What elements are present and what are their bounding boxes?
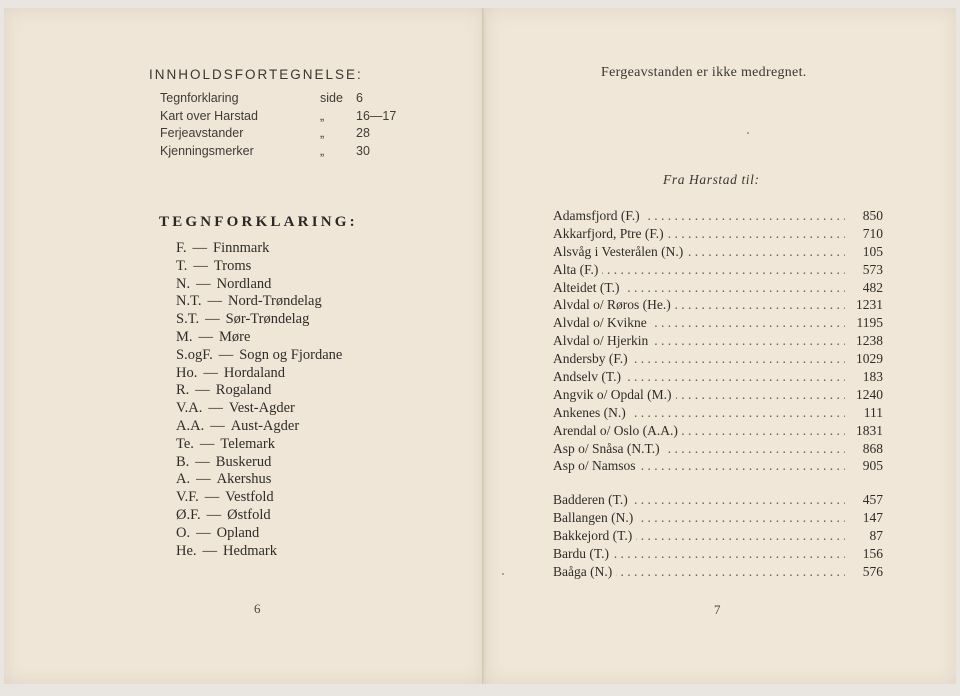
legend-item [176,525,342,543]
distance-km: 482 [862,279,883,295]
legend-item [176,347,342,365]
toc-page: 28 [356,126,370,140]
distance-row [553,208,883,226]
legend-item [176,329,342,347]
toc-item [160,91,400,109]
distance-row [553,333,883,351]
destination-name: Alvdal o/ Røros (He.) [553,297,675,313]
legend-abbr: O. [176,524,191,541]
legend-abbr: M. [176,328,193,345]
distance-row [553,423,883,441]
legend-item [176,240,342,258]
toc-prefix: „ [320,126,325,140]
legend-county: Hedmark [223,542,277,559]
legend-county: Telemark [220,435,275,452]
distance-km: 1238 [856,333,883,349]
legend-county: Opland [216,524,260,541]
distance-km: 573 [862,261,883,277]
distance-row [553,297,883,315]
legend-dash: — [195,382,210,399]
legend-abbr: S.ogF. [176,346,213,363]
legend-item [176,418,342,436]
legend-dash: — [196,524,211,541]
legend-abbr: V.F. [176,489,199,506]
toc-page: 30 [356,143,370,158]
legend-county: Finnmark [213,240,270,256]
legend-item [176,382,342,400]
distance-km: 1231 [856,297,883,313]
legend-dash: — [203,364,218,381]
legend-item [176,276,342,294]
legend-county: Sogn og Fjordane [239,346,343,363]
legend-abbr: T. [176,257,188,274]
distance-km: 105 [862,243,883,259]
left-page [4,8,485,684]
distance-km: 1029 [856,351,883,367]
distance-km: 710 [862,225,883,241]
page-number-left: 6 [254,601,261,616]
legend-dash: — [193,257,208,274]
distance-km: 1195 [856,315,883,331]
legend-dash: — [199,435,215,452]
legend-county: Buskerud [215,453,272,470]
distance-row [553,315,883,333]
destination-name: Baåga (N.) [553,564,616,580]
legend-item [176,436,342,454]
destination-name: Ballangen (N.) [553,510,637,526]
destination-name: Alvdal o/ Hjerkin [553,333,652,349]
toc-label: Tegnforklaring [160,91,239,105]
distance-row [553,405,883,423]
distance-km: 147 [862,509,883,525]
legend-list [176,240,342,560]
destination-name: Adamsfjord (F.) [553,208,644,224]
legend-dash: — [208,400,223,417]
distance-row [553,458,883,476]
legend-abbr: R. [176,382,190,399]
toc-page: 16—17 [356,108,397,123]
ferry-note: Fergeavstanden er ikke medregnet. [601,65,807,80]
distance-km: 87 [869,527,883,543]
destination-name: Alvdal o/ Kvikne [553,315,651,331]
legend-county: Vestfold [225,489,274,506]
toc-prefix: side [320,91,343,105]
legend-county: Østfold [227,506,271,523]
destination-name: Andersby (F.) [553,351,632,367]
legend-county: Nord-Trøndelag [228,293,322,310]
distance-km: 868 [862,440,883,456]
toc-label: Kart over Harstad [160,108,258,123]
distance-km: 457 [862,492,883,507]
paper-speck [502,573,504,575]
legend-abbr: V.A. [176,400,203,417]
destination-name: Bakkejord (T.) [553,528,636,544]
from-harstad-heading: Fra Harstad til: [663,172,760,187]
toc-page: 6 [356,91,363,105]
distance-row [553,564,883,582]
page-number-right: 7 [714,602,721,617]
toc-item [160,126,400,144]
destination-name: Ankenes (N.) [553,405,630,421]
toc-heading: INNHOLDSFORTEGNELSE: [149,67,363,82]
toc-label: Ferjeavstander [160,126,244,140]
toc-item [160,144,400,162]
legend-abbr: S.T. [176,311,200,328]
destination-name: Alteidet (T.) [553,280,623,296]
legend-item [176,507,342,525]
distance-km: 1240 [856,386,883,402]
legend-county: Rogaland [215,382,272,399]
distance-list-a [553,208,883,476]
destination-name: Andselv (T.) [553,369,625,385]
distance-km: 183 [862,369,883,385]
destination-name: Akkarfjord, Ptre (F.) [553,226,668,242]
legend-county: Nordland [216,275,272,292]
legend-dash: — [218,346,234,363]
toc-prefix: „ [320,108,325,123]
toc-prefix: „ [320,143,325,158]
destination-name: Asp o/ Snåsa (N.T.) [553,441,664,457]
toc-list [160,91,400,161]
distance-row [553,546,883,564]
destination-name: Arendal o/ Oslo (A.A.) [553,423,682,439]
legend-item [176,293,342,311]
distance-km: 1831 [856,422,883,438]
legend-item [176,400,342,418]
legend-item [176,311,342,329]
legend-county: Møre [219,328,251,345]
legend-heading: TEGNFORKLARING: [159,214,358,230]
legend-dash: — [192,240,208,256]
paper-speck [747,132,749,134]
legend-dash: — [205,311,220,328]
distance-row [553,492,883,510]
legend-item [176,454,342,472]
legend-abbr: Ø.F. [176,506,201,523]
distance-row [553,262,883,280]
legend-county: Vest-Agder [228,400,295,417]
legend-item [176,365,342,383]
legend-item [176,489,342,507]
legend-abbr: N.T. [176,293,202,310]
legend-abbr: A. [176,471,191,488]
legend-dash: — [206,506,222,523]
legend-county: Troms [213,257,252,274]
legend-county: Hordaland [223,364,286,381]
distance-row [553,369,883,387]
legend-abbr: N. [176,275,191,292]
legend-county: Aust-Agder [230,417,300,434]
distance-km: 111 [863,404,883,420]
legend-abbr: Ho. [176,364,198,381]
destination-name: Badderen (T.) [553,492,632,508]
legend-dash: — [198,328,214,345]
legend-abbr: Te. [176,435,194,452]
distance-row [553,244,883,262]
legend-dash: — [196,275,211,292]
legend-dash: — [204,489,220,506]
legend-dash: — [210,417,225,434]
legend-abbr: He. [176,542,197,559]
distance-row [553,441,883,459]
legend-county: Akershus [216,471,272,488]
destination-name: Bardu (T.) [553,546,613,562]
distance-row [553,226,883,244]
toc-item [160,109,400,127]
legend-abbr: F. [176,240,187,256]
distance-row [553,387,883,405]
destination-name: Alta (F.) [553,262,602,278]
legend-county: Sør-Trøndelag [225,311,310,328]
legend-abbr: A.A. [176,417,205,434]
distance-list-b [553,492,883,581]
distance-km: 156 [862,545,883,561]
distance-row [553,528,883,546]
distance-row [553,351,883,369]
distance-km: 576 [862,563,883,579]
legend-dash: — [195,453,210,470]
legend-dash: — [207,293,223,310]
legend-dash: — [196,471,211,488]
distance-row [553,280,883,298]
toc-label: Kjenningsmerker [160,143,254,158]
legend-item [176,543,342,561]
distance-km: 850 [862,208,883,223]
legend-item [176,471,342,489]
legend-dash: — [202,542,218,559]
destination-name: Alsvåg i Vesterålen (N.) [553,244,687,260]
destination-name: Asp o/ Namsos [553,458,640,474]
distance-km: 905 [862,458,883,474]
legend-abbr: B. [176,453,190,470]
legend-item [176,258,342,276]
distance-row [553,510,883,528]
destination-name: Angvik o/ Opdal (M.) [553,387,676,403]
